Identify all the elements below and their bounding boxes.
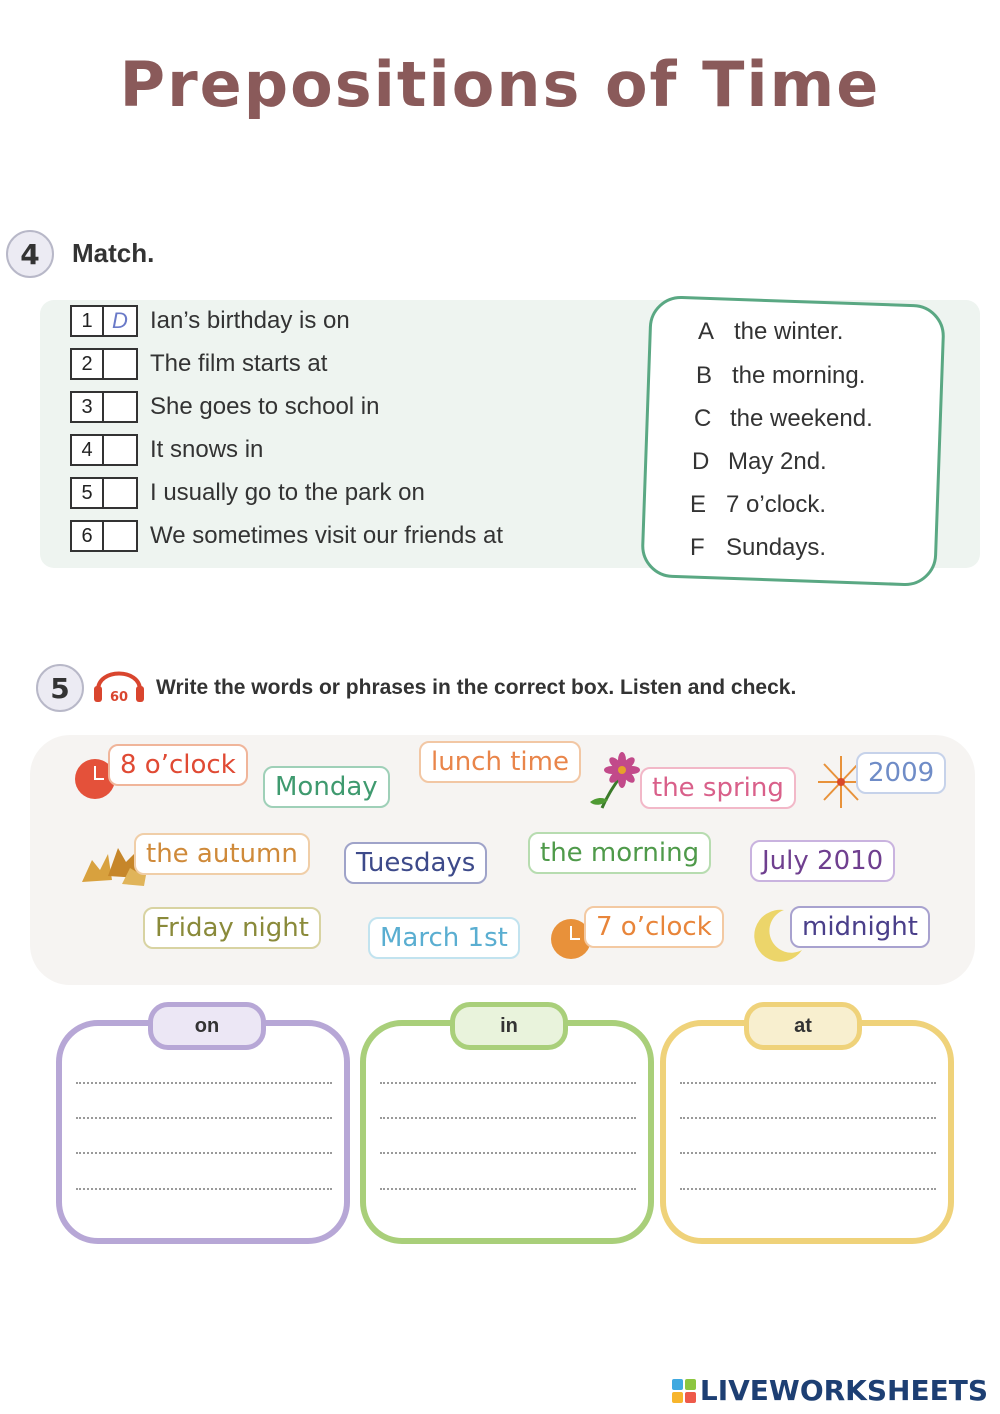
item-number: 6 (72, 522, 104, 550)
exercise-number-circle: 4 (6, 230, 54, 278)
option (696, 362, 865, 390)
option (694, 405, 873, 433)
at-box-label: at (744, 1002, 862, 1050)
exercise-heading: Match. (72, 238, 155, 268)
chip-2009[interactable]: 2009 (856, 752, 946, 794)
answer-line[interactable] (380, 1117, 636, 1119)
item-text: Ian’s birthday is on (150, 307, 350, 334)
page-title: Prepositions of Time (119, 48, 881, 121)
option-letter: C (694, 405, 712, 432)
match-item (70, 347, 327, 381)
liveworksheets-logo-icon (672, 1379, 696, 1403)
chip-7-oclock[interactable]: 7 o’clock (584, 906, 724, 948)
brand-name: LIVEWORKSHEETS (699, 1374, 988, 1407)
option (690, 491, 826, 519)
option-letter: F (690, 534, 705, 561)
in-box-label: in (450, 1002, 568, 1050)
chip-8-oclock[interactable]: 8 o’clock (108, 744, 248, 786)
on-box-label: on (148, 1002, 266, 1050)
option-text: the weekend. (730, 405, 873, 432)
item-text: I usually go to the park on (150, 479, 425, 506)
option-text: the winter. (734, 318, 844, 345)
option-text: the morning. (732, 362, 866, 389)
match-item (70, 304, 350, 338)
match-item (70, 519, 503, 553)
answer-line[interactable] (380, 1082, 636, 1084)
in-answer-box (360, 1020, 654, 1244)
chip-march-1st[interactable]: March 1st (368, 917, 520, 959)
answer-line[interactable] (380, 1152, 636, 1154)
answer-line[interactable] (76, 1188, 332, 1190)
at-answer-box (660, 1020, 954, 1244)
item-text: It snows in (150, 436, 264, 463)
answer-box[interactable]: D (112, 308, 128, 333)
answer-line[interactable] (680, 1188, 936, 1190)
chip-friday-night[interactable]: Friday night (143, 907, 321, 949)
option-letter: A (698, 318, 715, 345)
flower-icon (582, 752, 646, 815)
answer-line[interactable] (76, 1082, 332, 1084)
item-text: The film starts at (150, 350, 328, 377)
answer-line[interactable] (380, 1188, 636, 1190)
item-number: 4 (72, 436, 104, 464)
chip-july-2010[interactable]: July 2010 (750, 840, 895, 882)
option-text: Sundays. (726, 534, 827, 561)
chip-the-morning[interactable]: the morning (528, 832, 711, 874)
option-letter: D (692, 448, 710, 475)
brand-footer (672, 1374, 988, 1407)
item-text: We sometimes visit our friends at (150, 522, 504, 549)
item-number: 1 (72, 307, 104, 335)
match-item (70, 433, 263, 467)
answer-line[interactable] (680, 1152, 936, 1154)
answer-box[interactable] (104, 479, 136, 507)
on-answer-box (56, 1020, 350, 1244)
exercise-heading: Write the words or phrases in the correct box. Listen and check. (156, 676, 797, 699)
option (698, 318, 843, 346)
track-number: 60 (109, 690, 129, 705)
option (692, 448, 827, 476)
chip-tuesdays[interactable]: Tuesdays (344, 842, 487, 884)
item-number: 5 (72, 479, 104, 507)
answer-line[interactable] (76, 1152, 332, 1154)
chip-midnight[interactable]: midnight (790, 906, 930, 948)
chip-monday[interactable]: Monday (263, 766, 390, 808)
answer-box[interactable] (104, 393, 136, 421)
answer-box[interactable] (104, 522, 136, 550)
chip-the-spring[interactable]: the spring (640, 767, 796, 809)
headphones-icon (92, 656, 146, 706)
answer-box[interactable] (104, 436, 136, 464)
answer-line[interactable] (76, 1117, 332, 1119)
option-letter: B (696, 362, 713, 389)
option-letter: E (690, 491, 707, 518)
item-text: She goes to school in (150, 393, 380, 420)
answer-box[interactable] (104, 350, 136, 378)
option (690, 534, 826, 562)
item-number: 3 (72, 393, 104, 421)
chip-lunch-time[interactable]: lunch time (419, 741, 581, 783)
exercise-number-circle: 5 (36, 664, 84, 712)
option-text: May 2nd. (728, 448, 827, 475)
item-number: 2 (72, 350, 104, 378)
match-item (70, 476, 425, 510)
chip-the-autumn[interactable]: the autumn (134, 833, 310, 875)
option-text: 7 o’clock. (726, 491, 827, 518)
answer-line[interactable] (680, 1082, 936, 1084)
match-item (70, 390, 380, 424)
answer-line[interactable] (680, 1117, 936, 1119)
